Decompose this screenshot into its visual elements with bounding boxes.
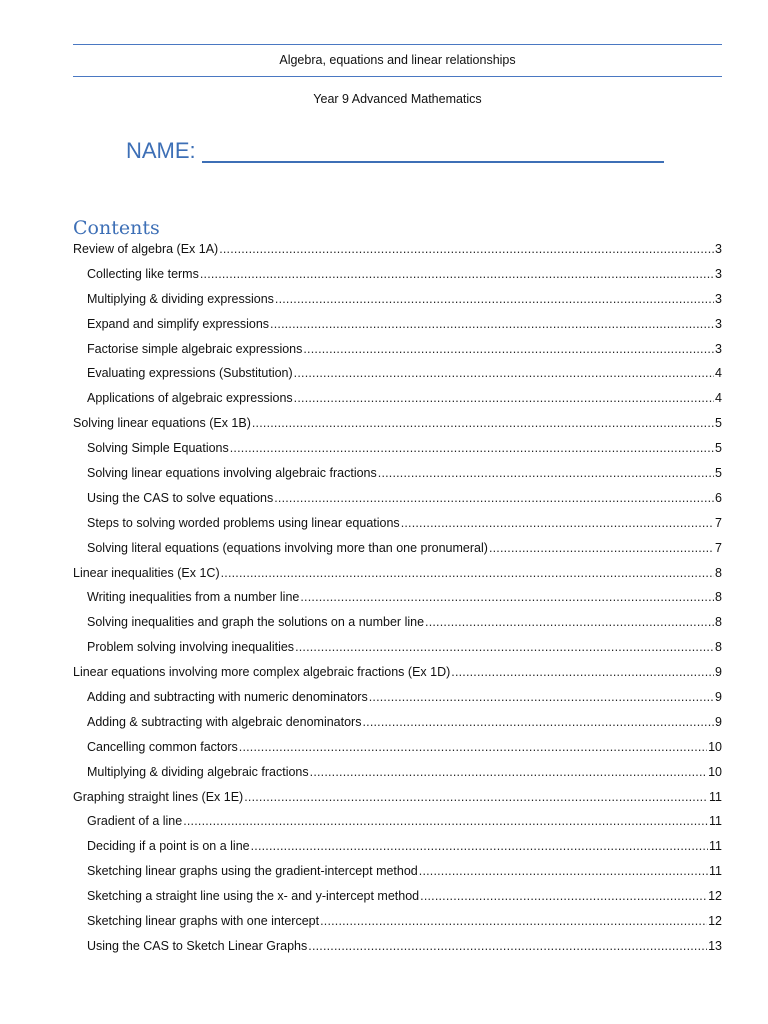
toc-entry-label: Sketching linear graphs with one intercept: [87, 914, 320, 929]
toc-entry[interactable]: [73, 541, 722, 566]
toc-dot-leader: [239, 740, 707, 754]
toc-dot-leader: [362, 715, 714, 729]
toc-entry-label: Using the CAS to solve equations: [87, 490, 274, 505]
toc-dot-leader: [252, 416, 714, 430]
toc-entry-label: Solving literal equations (equations involving more than one pronumeral): [87, 540, 488, 555]
toc-dot-leader: [295, 640, 714, 654]
toc-entry-page-number: 11: [709, 839, 722, 854]
toc-entry[interactable]: [73, 615, 722, 640]
toc-entry-page-number: 4: [715, 391, 722, 406]
toc-dot-leader: [244, 790, 708, 804]
toc-entry[interactable]: [73, 391, 722, 416]
toc-entry-page-number: 5: [715, 466, 722, 481]
header-top-rule: [73, 44, 722, 45]
course-title: Year 9 Advanced Mathematics: [313, 92, 482, 106]
toc-entry[interactable]: [73, 864, 722, 889]
toc-entry[interactable]: [73, 590, 722, 615]
toc-entry[interactable]: [73, 665, 722, 690]
toc-entry-page-number: 10: [708, 739, 722, 754]
toc-entry-label: Using the CAS to Sketch Linear Graphs: [87, 938, 308, 953]
toc-entry[interactable]: [73, 317, 722, 342]
toc-dot-leader: [369, 690, 714, 704]
toc-entry[interactable]: [73, 416, 722, 441]
toc-entry-page-number: 11: [709, 814, 722, 829]
toc-entry-label: Cancelling common factors: [87, 739, 238, 754]
toc-entry-label: Graphing straight lines (Ex 1E): [73, 789, 244, 804]
toc-entry-page-number: 11: [709, 864, 722, 879]
toc-entry-label: Multiplying & dividing algebraic fractions: [87, 764, 309, 779]
toc-entry[interactable]: [73, 715, 722, 740]
toc-dot-leader: [310, 765, 707, 779]
toc-entry[interactable]: [73, 516, 722, 541]
toc-dot-leader: [230, 441, 714, 455]
toc-entry[interactable]: [73, 889, 722, 914]
toc-dot-leader: [451, 665, 714, 679]
toc-dot-leader: [200, 267, 714, 281]
toc-dot-leader: [294, 391, 714, 405]
toc-dot-leader: [420, 889, 707, 903]
toc-entry-page-number: 9: [715, 690, 722, 705]
toc-entry[interactable]: [73, 640, 722, 665]
toc-entry[interactable]: [73, 466, 722, 491]
toc-entry[interactable]: [73, 242, 722, 267]
toc-dot-leader: [320, 914, 707, 928]
toc-entry-page-number: 11: [709, 789, 722, 804]
table-of-contents: [73, 242, 722, 964]
toc-entry-label: Gradient of a line: [87, 814, 183, 829]
toc-entry-page-number: 7: [715, 540, 722, 555]
toc-dot-leader: [274, 491, 714, 505]
toc-entry[interactable]: [73, 441, 722, 466]
toc-entry-label: Solving Simple Equations: [87, 441, 229, 456]
toc-dot-leader: [378, 466, 714, 480]
toc-entry[interactable]: [73, 366, 722, 391]
toc-dot-leader: [294, 366, 714, 380]
toc-dot-leader: [401, 516, 714, 530]
toc-entry[interactable]: [73, 939, 722, 964]
toc-entry-page-number: 9: [715, 714, 722, 729]
toc-entry[interactable]: [73, 765, 722, 790]
toc-entry-page-number: 12: [708, 914, 722, 929]
toc-entry-page-number: 5: [715, 416, 722, 431]
header-bottom-rule: [73, 76, 722, 77]
toc-dot-leader: [219, 242, 714, 256]
toc-dot-leader: [251, 839, 708, 853]
toc-entry-page-number: 3: [715, 316, 722, 331]
toc-entry-label: Writing inequalities from a number line: [87, 590, 300, 605]
toc-entry-page-number: 8: [715, 565, 722, 580]
toc-entry-page-number: 7: [715, 515, 722, 530]
contents-heading: Contents: [73, 217, 160, 239]
toc-dot-leader: [425, 615, 714, 629]
toc-entry[interactable]: [73, 566, 722, 591]
toc-entry-label: Review of algebra (Ex 1A): [73, 242, 219, 256]
toc-entry-page-number: 5: [715, 441, 722, 456]
name-blank-line: [202, 139, 664, 163]
toc-entry[interactable]: [73, 740, 722, 765]
toc-dot-leader: [183, 814, 708, 828]
toc-entry-page-number: 3: [715, 341, 722, 356]
toc-entry-label: Steps to solving worded problems using linear equations: [87, 515, 400, 530]
toc-entry-label: Solving inequalities and graph the solutions on a number line: [87, 615, 425, 630]
toc-dot-leader: [221, 566, 714, 580]
toc-entry-label: Factorise simple algebraic expressions: [87, 341, 303, 356]
toc-entry-label: Collecting like terms: [87, 266, 199, 281]
toc-entry-page-number: 4: [715, 366, 722, 381]
toc-entry[interactable]: [73, 292, 722, 317]
toc-entry-label: Sketching a straight line using the x- and y-intercept method: [87, 889, 420, 904]
toc-entry-page-number: 3: [715, 291, 722, 306]
name-field: [126, 138, 664, 164]
toc-entry-page-number: 8: [715, 615, 722, 630]
toc-dot-leader: [300, 590, 714, 604]
toc-entry[interactable]: [73, 267, 722, 292]
toc-entry-label: Adding and subtracting with numeric denominators: [87, 690, 368, 705]
toc-entry-page-number: 6: [715, 490, 722, 505]
toc-entry-label: Applications of algebraic expressions: [87, 391, 293, 406]
toc-entry-label: Deciding if a point is on a line: [87, 839, 250, 854]
toc-entry-label: Sketching linear graphs using the gradient-intercept method: [87, 864, 418, 879]
toc-entry-page-number: 12: [708, 889, 722, 904]
toc-entry[interactable]: [73, 690, 722, 715]
toc-entry-label: Solving linear equations (Ex 1B): [73, 416, 251, 431]
document-header-title: Algebra, equations and linear relationships: [279, 53, 516, 67]
toc-entry-label: Multiplying & dividing expressions: [87, 291, 274, 306]
toc-entry[interactable]: [73, 839, 722, 864]
toc-entry-page-number: 10: [708, 764, 722, 779]
toc-dot-leader: [489, 541, 714, 555]
toc-entry-page-number: 9: [715, 665, 722, 680]
toc-entry-label: Linear inequalities (Ex 1C): [73, 565, 220, 580]
toc-entry-label: Evaluating expressions (Substitution): [87, 366, 293, 381]
toc-entry-page-number: 8: [715, 590, 722, 605]
toc-entry[interactable]: [73, 814, 722, 839]
toc-entry[interactable]: [73, 491, 722, 516]
toc-dot-leader: [275, 292, 714, 306]
toc-entry-label: Problem solving involving inequalities: [87, 640, 295, 655]
toc-dot-leader: [270, 317, 714, 331]
toc-entry[interactable]: [73, 342, 722, 367]
toc-dot-leader: [308, 939, 707, 953]
toc-entry-label: Solving linear equations involving algebraic fractions: [87, 466, 377, 481]
toc-dot-leader: [419, 864, 708, 878]
toc-entry[interactable]: [73, 790, 722, 815]
toc-entry-label: Linear equations involving more complex algebraic fractions (Ex 1D): [73, 665, 451, 680]
toc-entry-page-number: 13: [708, 938, 722, 953]
toc-entry-label: Expand and simplify expressions: [87, 316, 270, 331]
toc-entry[interactable]: [73, 914, 722, 939]
toc-dot-leader: [303, 342, 714, 356]
toc-entry-page-number: 3: [715, 266, 722, 281]
toc-entry-page-number: 8: [715, 640, 722, 655]
toc-entry-label: Adding & subtracting with algebraic denominators: [87, 714, 362, 729]
name-label: NAME:: [126, 138, 196, 163]
toc-entry-page-number: 3: [715, 242, 722, 256]
